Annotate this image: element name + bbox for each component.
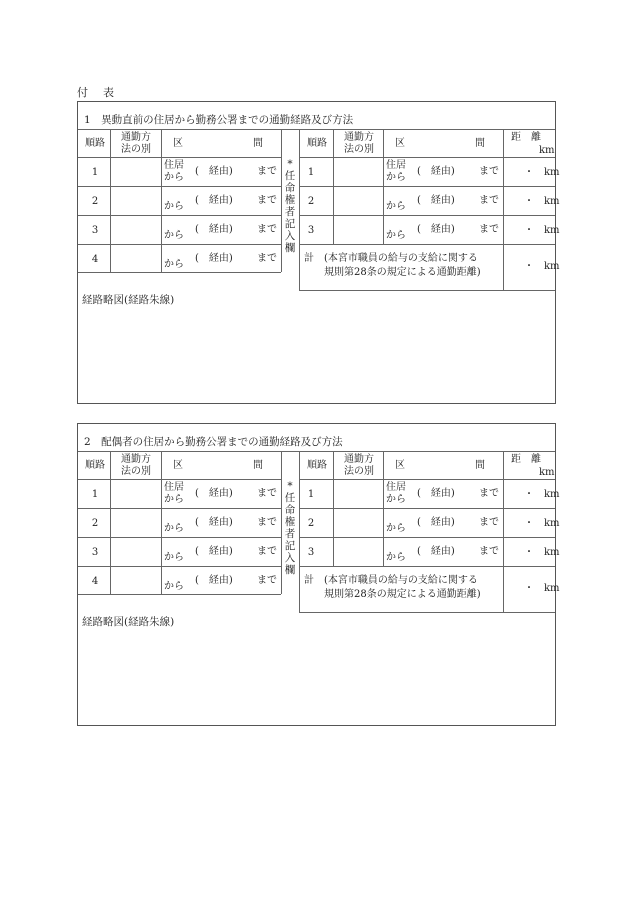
route-from-label: から [386, 523, 406, 534]
rule-line [110, 129, 111, 272]
route-form-2 [77, 423, 560, 726]
header-method: 法の別 [344, 466, 374, 477]
rule-line [299, 157, 555, 158]
route-number: 3 [307, 547, 315, 558]
appointer-entry-note: *任命権者記入欄 [284, 158, 296, 254]
route-number: 2 [91, 196, 99, 207]
route-number: 1 [307, 167, 315, 178]
route-from-label: から [164, 494, 184, 505]
header-order: 順路 [307, 138, 327, 149]
total-note: 規則第28条の規定による通勤距離) [324, 267, 481, 278]
header-section: 間 [475, 138, 485, 149]
rule-line [503, 129, 504, 290]
route-from-label: から [164, 552, 184, 563]
distance-value: ・ km [524, 225, 560, 236]
route-via-label: ( 経由) [195, 488, 233, 499]
route-via-label: ( 経由) [195, 195, 233, 206]
route-number: 4 [91, 576, 99, 587]
header-section: 区 [395, 138, 405, 149]
distance-value: ・ km [524, 518, 560, 529]
route-via-label: ( 経由) [195, 166, 233, 177]
header-section: 区 [395, 460, 405, 471]
header-distance: 距 離 [511, 454, 541, 465]
route-to-label: まで [479, 224, 499, 235]
total-label: 計 [304, 253, 314, 264]
rule-line [78, 479, 281, 480]
header-method: 法の別 [344, 144, 374, 155]
route-from-label: から [164, 201, 184, 212]
rule-line [299, 537, 555, 538]
header-order: 順路 [307, 460, 327, 471]
header-method: 法の別 [121, 466, 151, 477]
route-number: 3 [91, 225, 99, 236]
route-number: 1 [307, 489, 315, 500]
rule-line [299, 451, 300, 612]
route-from-label: から [164, 259, 184, 270]
rule-line [299, 129, 300, 290]
rule-line [78, 244, 281, 245]
route-map-label: 経路略図(経路朱線) [82, 294, 175, 306]
rule-line [503, 451, 504, 612]
route-to-label: まで [257, 488, 277, 499]
route-from-label: から [386, 494, 406, 505]
rule-line [299, 566, 555, 567]
route-from-label: から [386, 201, 406, 212]
route-via-label: ( 経由) [417, 488, 455, 499]
header-distance-unit: km [539, 145, 555, 156]
route-to-label: まで [479, 488, 499, 499]
rule-line [333, 451, 334, 566]
distance-value: ・ km [524, 547, 560, 558]
header-order: 順路 [85, 460, 105, 471]
route-from-label: 住居 [386, 482, 406, 493]
total-note: (本宮市職員の給与の支給に関する [324, 575, 478, 586]
rule-line [383, 129, 384, 244]
route-via-label: ( 経由) [195, 253, 233, 264]
route-via-label: ( 経由) [195, 517, 233, 528]
header-distance-unit: km [539, 467, 555, 478]
rule-line [78, 537, 281, 538]
header-section: 区 [173, 460, 183, 471]
route-to-label: まで [257, 546, 277, 557]
rule-line [333, 129, 334, 244]
rule-line [78, 215, 281, 216]
rule-line [78, 157, 281, 158]
rule-line [78, 129, 555, 130]
header-method: 通勤方 [344, 454, 374, 465]
header-section: 間 [475, 460, 485, 471]
rule-line [299, 215, 555, 216]
page-heading: 付 表 [77, 86, 116, 99]
route-number: 2 [307, 518, 315, 529]
total-note: 規則第28条の規定による通勤距離) [324, 589, 481, 600]
route-number: 2 [307, 196, 315, 207]
route-to-label: まで [257, 517, 277, 528]
route-number: 2 [91, 518, 99, 529]
rule-line [299, 186, 555, 187]
section-title: 1 異動直前の住居から勤務公署までの通勤経路及び方法 [84, 114, 354, 126]
route-number: 3 [307, 225, 315, 236]
route-to-label: まで [479, 517, 499, 528]
rule-line [78, 594, 281, 595]
route-from-label: 住居 [386, 160, 406, 171]
distance-value: ・ km [524, 196, 560, 207]
rule-line [161, 129, 162, 272]
distance-value: ・ km [524, 583, 560, 594]
header-distance: 距 離 [511, 132, 541, 143]
route-from-label: から [386, 172, 406, 183]
route-to-label: まで [257, 575, 277, 586]
route-to-label: まで [479, 546, 499, 557]
route-via-label: ( 経由) [417, 166, 455, 177]
rule-line [299, 244, 555, 245]
rule-line [383, 451, 384, 566]
route-from-label: から [164, 230, 184, 241]
distance-value: ・ km [524, 261, 560, 272]
route-map-label: 経路略図(経路朱線) [82, 616, 175, 628]
route-to-label: まで [257, 195, 277, 206]
header-section: 間 [253, 460, 263, 471]
route-via-label: ( 経由) [417, 517, 455, 528]
route-to-label: まで [257, 166, 277, 177]
route-from-label: から [164, 523, 184, 534]
total-label: 計 [304, 575, 314, 586]
route-number: 4 [91, 254, 99, 265]
route-via-label: ( 経由) [195, 575, 233, 586]
route-via-label: ( 経由) [417, 195, 455, 206]
route-to-label: まで [257, 224, 277, 235]
route-from-label: から [386, 230, 406, 241]
route-to-label: まで [479, 195, 499, 206]
rule-line [78, 272, 281, 273]
rule-line [78, 451, 555, 452]
rule-line [78, 566, 281, 567]
route-via-label: ( 経由) [417, 546, 455, 557]
header-section: 間 [253, 138, 263, 149]
route-via-label: ( 経由) [195, 546, 233, 557]
appointer-entry-note: *任命権者記入欄 [284, 480, 296, 576]
route-form-1 [77, 101, 560, 404]
header-method: 通勤方 [121, 132, 151, 143]
header-section: 区 [173, 138, 183, 149]
rule-line [78, 508, 281, 509]
route-number: 1 [91, 489, 99, 500]
route-from-label: から [386, 552, 406, 563]
rule-line [78, 186, 281, 187]
rule-line [299, 479, 555, 480]
rule-line [299, 290, 555, 291]
rule-line [281, 451, 282, 594]
section-title: 2 配偶者の住居から勤務公署までの通勤経路及び方法 [84, 436, 343, 448]
route-via-label: ( 経由) [195, 224, 233, 235]
rule-line [299, 508, 555, 509]
route-number: 1 [91, 167, 99, 178]
rule-line [161, 451, 162, 594]
distance-value: ・ km [524, 167, 560, 178]
route-from-label: 住居 [164, 160, 184, 171]
route-from-label: から [164, 581, 184, 592]
route-to-label: まで [479, 166, 499, 177]
rule-line [299, 612, 555, 613]
rule-line [281, 129, 282, 272]
header-order: 順路 [85, 138, 105, 149]
total-note: (本宮市職員の給与の支給に関する [324, 253, 478, 264]
route-to-label: まで [257, 253, 277, 264]
header-method: 法の別 [121, 144, 151, 155]
route-number: 3 [91, 547, 99, 558]
route-from-label: 住居 [164, 482, 184, 493]
header-method: 通勤方 [121, 454, 151, 465]
rule-line [110, 451, 111, 594]
route-from-label: から [164, 172, 184, 183]
header-method: 通勤方 [344, 132, 374, 143]
distance-value: ・ km [524, 489, 560, 500]
route-via-label: ( 経由) [417, 224, 455, 235]
